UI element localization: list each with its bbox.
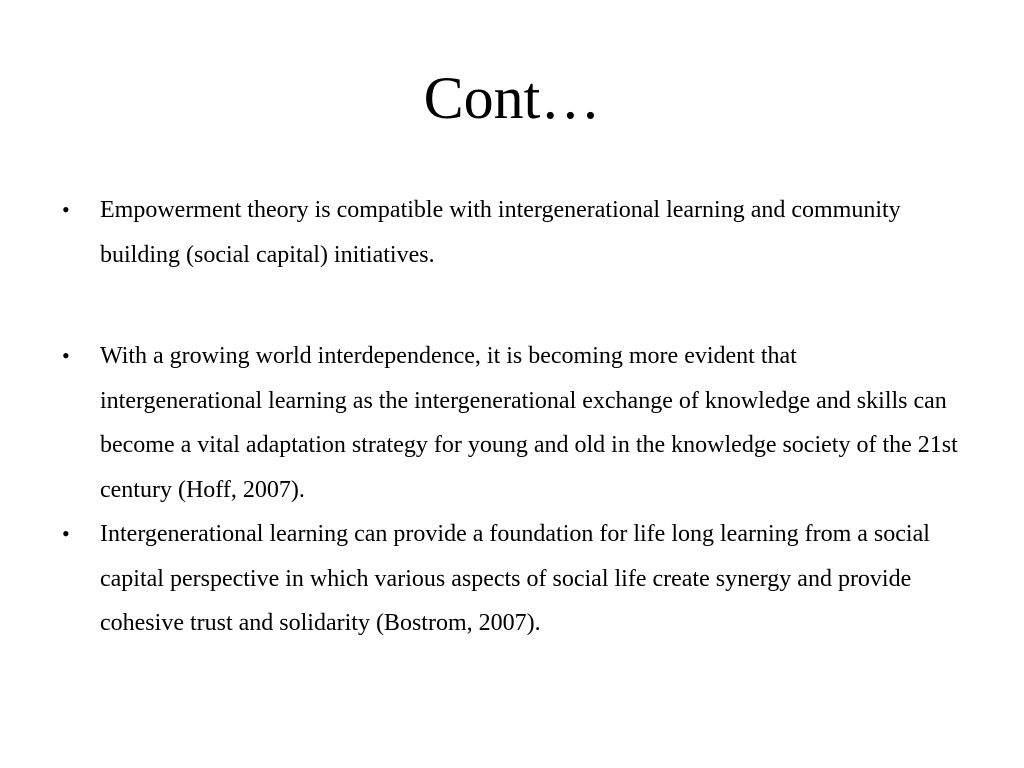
bullet-item [62, 512, 962, 646]
bullet-item [62, 334, 962, 512]
bullet-text: Intergenerational learning can provide a foundation for life long learning from a social capital perspective in which various aspects of social life create synergy and provide cohesive trust and solidarity (Bostrom, 2007). [100, 521, 930, 636]
bullet-text: With a growing world interdependence, it is becoming more evident that intergenerational learning as the intergenerational exchange of knowledge and skills can become a vital adaptation strategy for young and old in the knowledge society of the 21st century (Hoff, 2007). [100, 343, 958, 503]
bullet-text: Empowerment theory is compatible with intergenerational learning and community building (social capital) initiatives. [100, 197, 901, 268]
bullet-icon: • [62, 521, 70, 546]
slide-title: Cont… [423, 65, 601, 131]
bullet-item [62, 188, 962, 277]
bullet-icon: • [62, 197, 70, 222]
bullet-icon: • [62, 343, 70, 368]
bullet-list [62, 188, 962, 646]
